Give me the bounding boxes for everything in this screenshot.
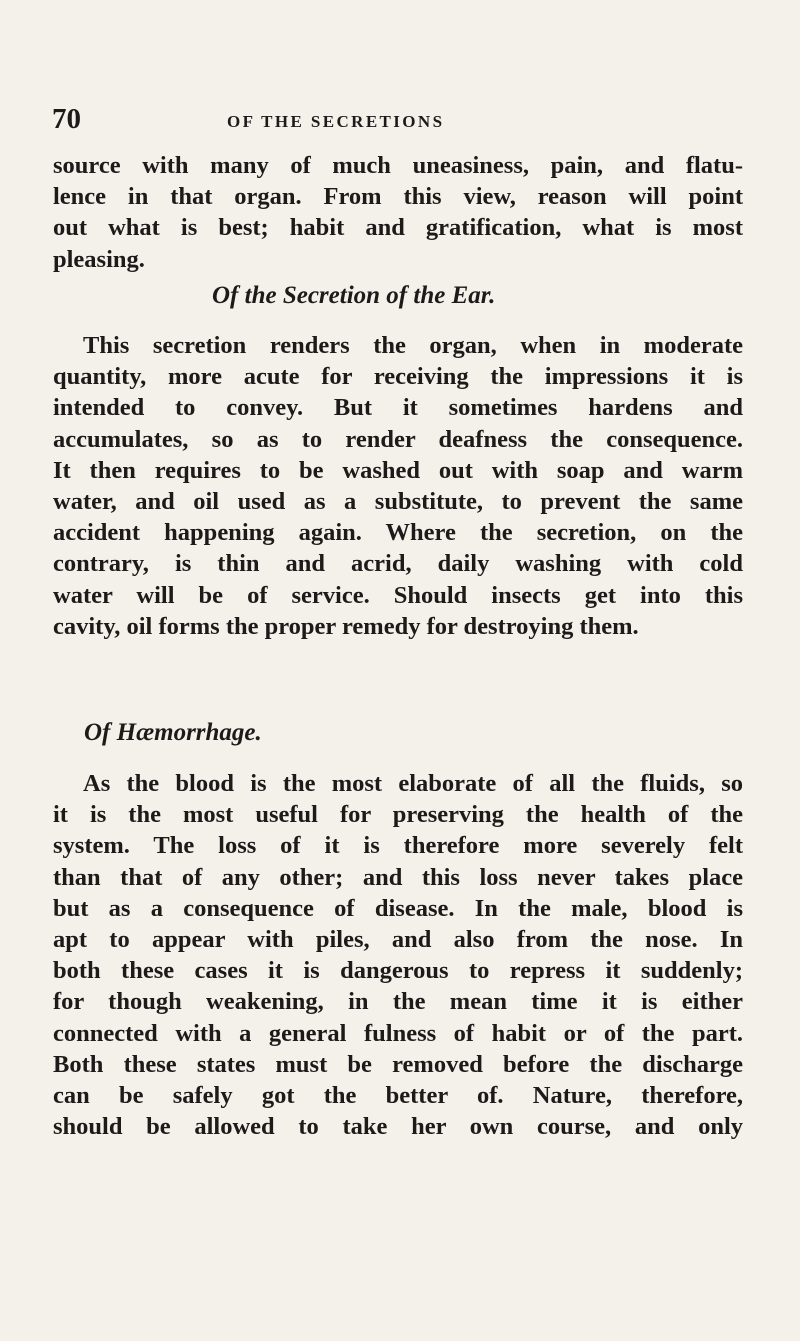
text-line: but as a consequence of disease. In the male, blood is: [53, 894, 743, 922]
page-number: 70: [52, 103, 81, 135]
section-heading-haemorrhage: Of Hæmorrhage.: [84, 719, 262, 746]
text-line: Both these states must be removed before the discharge: [53, 1050, 743, 1078]
text-line: than that of any other; and this loss never takes place: [53, 863, 743, 891]
page-header: [52, 103, 752, 143]
running-head: OF THE SECRETIONS: [227, 112, 445, 131]
text-line: cavity, oil forms the proper remedy for destroying them.: [53, 612, 639, 640]
text-line: connected with a general fulness of habit or of the part.: [53, 1019, 743, 1047]
text-line: both these cases it is dangerous to repress it suddenly;: [53, 957, 743, 985]
text-line: source with many of much uneasiness, pain, and flatu-: [53, 152, 743, 179]
text-line: lence in that organ. From this view, reason will point: [53, 183, 743, 211]
text-line: This secretion renders the organ, when in moderate: [83, 332, 743, 359]
text-line: accident happening again. Where the secretion, on the: [53, 519, 743, 547]
text-line: out what is best; habit and gratification, what is most: [53, 214, 743, 242]
text-line: for though weakening, in the mean time it is either: [53, 988, 743, 1016]
text-line: intended to convey. But it sometimes hardens and: [53, 394, 743, 422]
text-line: contrary, is thin and acrid, daily washing with cold: [53, 550, 743, 578]
section-heading-ear: Of the Secretion of the Ear.: [212, 282, 496, 309]
text-line: accumulates, so as to render deafness the consequence.: [53, 425, 743, 453]
text-line: can be safely got the better of. Nature, therefore,: [53, 1081, 743, 1109]
text-line: pleasing.: [53, 245, 145, 273]
text-line: system. The loss of it is therefore more severely felt: [53, 832, 743, 860]
paragraph-haemorrhage: [53, 768, 743, 1142]
text-line: As the blood is the most elaborate of all the fluids, so: [83, 770, 743, 797]
text-line: apt to appear with piles, and also from the nose. In: [53, 925, 743, 953]
paragraph-continued: [53, 150, 743, 275]
text-line: it is the most useful for preserving the health of the: [53, 801, 743, 829]
paragraph-ear-secretion: [53, 330, 743, 642]
text-line: water will be of service. Should insects get into this: [53, 581, 743, 609]
text-line: water, and oil used as a substitute, to prevent the same: [53, 487, 743, 515]
text-line: should be allowed to take her own course, and only: [53, 1113, 743, 1141]
text-line: It then requires to be washed out with soap and warm: [53, 456, 743, 484]
text-line: quantity, more acute for receiving the impressions it is: [53, 363, 743, 391]
